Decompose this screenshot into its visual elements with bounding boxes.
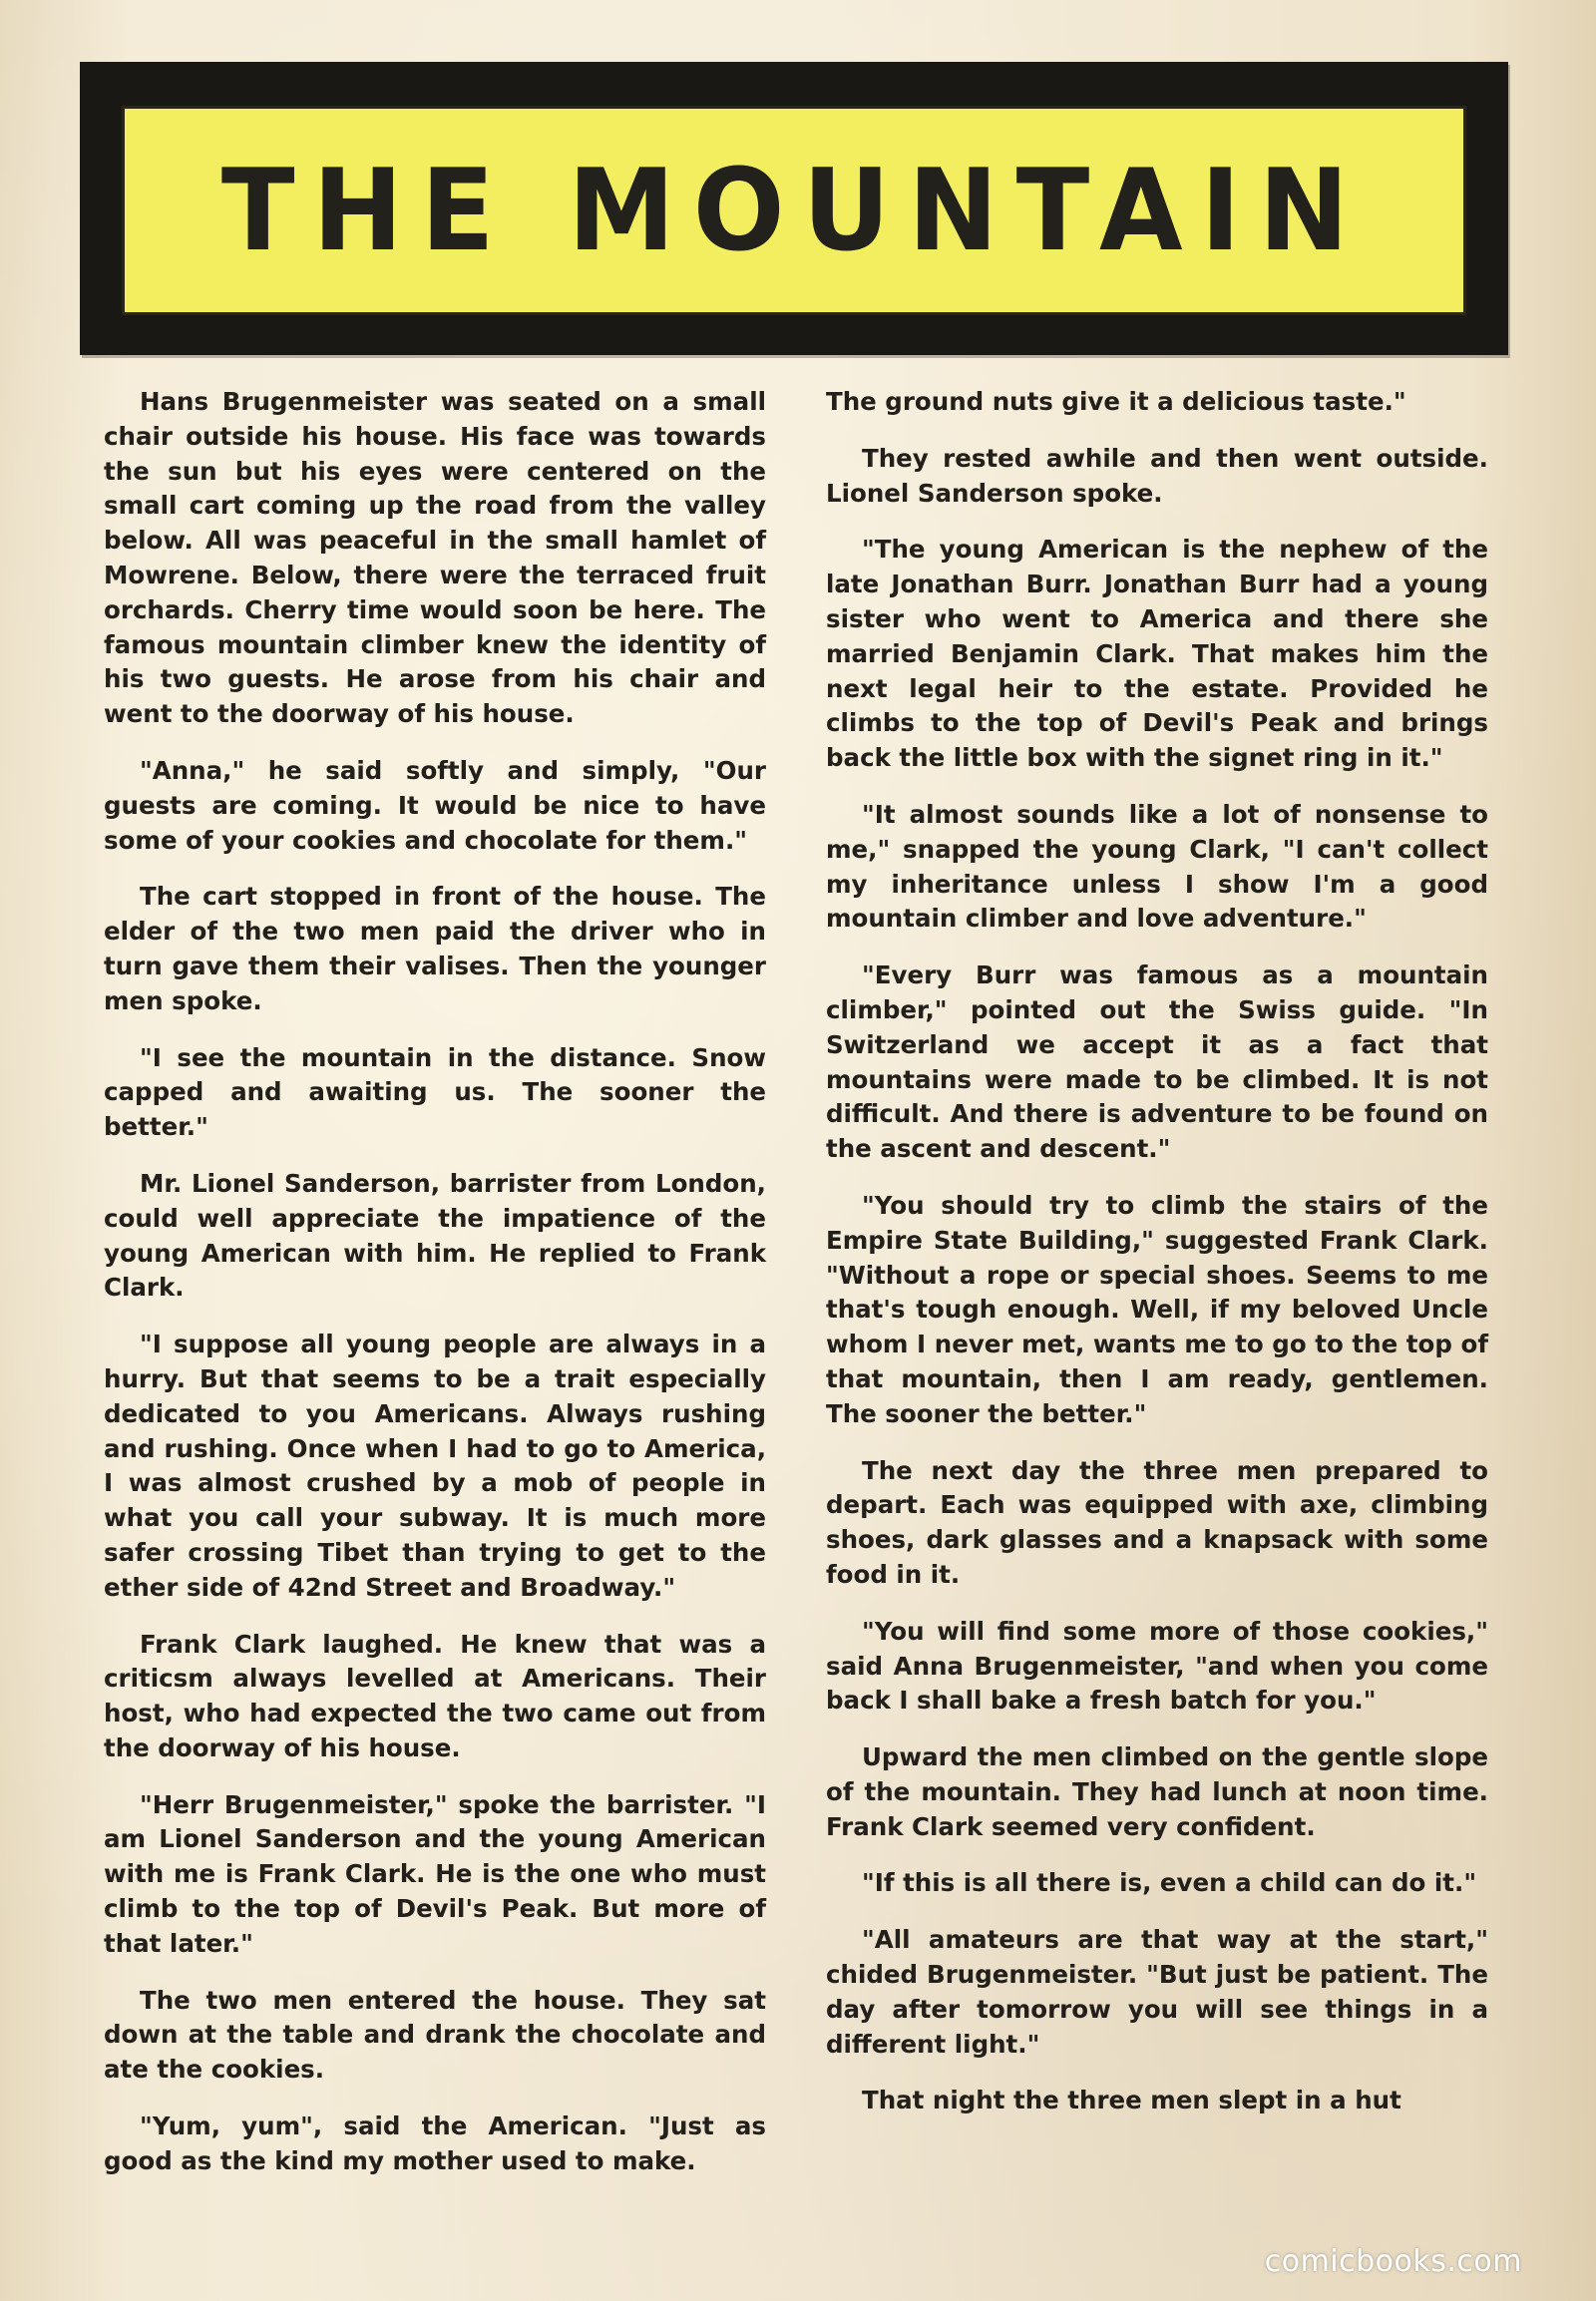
- paragraph: "Every Burr was famous as a mountain climber," pointed out the Swiss guide. "In Switzerland we accept it as a fact that mountains were made to be climbed. It is not difficult. And there is adventure to be found on the ascent and descent.": [826, 960, 1488, 1164]
- paragraph: "You should try to climb the stairs of the Empire State Building," suggested Frank Clark. "Without a rope or special shoes. Seems to me that's tough enough. Well, if my beloved Uncle whom I never met, wants me to go to the top of that mountain, then I am ready, gentlemen. The sooner the better.": [826, 1190, 1488, 1428]
- paragraph: Upward the men climbed on the gentle slope of the mountain. They had lunch at noon time. Frank Clark seemed very confident.: [826, 1742, 1488, 1841]
- paragraph: The two men entered the house. They sat down at the table and drank the chocolate and ate the cookies.: [104, 1985, 766, 2085]
- paragraph: Frank Clark laughed. He knew that was a criticsm always levelled at Americans. Their host, who had expected the two came out from the doorway of his house.: [104, 1629, 766, 1762]
- story-title: THE MOUNTAIN: [220, 145, 1368, 276]
- paragraph: "Yum, yum", said the American. "Just as good as the kind my mother used to make.: [104, 2111, 766, 2175]
- paragraph: "It almost sounds like a lot of nonsense to me," snapped the young Clark, "I can't collect my inheritance unless I show I'm a good mountain climber and love adventure.": [826, 799, 1488, 934]
- paragraph: The next day the three men prepared to depart. Each was equipped with axe, climbing shoes, dark glasses and a knapsack with some food in it.: [826, 1455, 1488, 1589]
- paragraph: "You will find some more of those cookies," said Anna Brugenmeister, "and when you come back I shall bake a fresh batch for you.": [826, 1616, 1488, 1716]
- right-text-column: [826, 385, 1488, 2140]
- paragraph: "Anna," he said softly and simply, "Our guests are coming. It would be nice to have some of your cookies and chocolate for them.": [104, 755, 766, 855]
- paragraph: The cart stopped in front of the house. The elder of the two men paid the driver who in turn gave them their valises. Then the younger men spoke.: [104, 882, 766, 1015]
- paragraph: "Herr Brugenmeister," spoke the barrister. "I am Lionel Sanderson and the young American with me is Frank Clark. He is the one who must climb to the top of Devil's Peak. But more of that later.": [104, 1789, 766, 1958]
- paragraph: "The young American is the nephew of the late Jonathan Burr. Jonathan Burr had a young sister who went to America and there she married Benjamin Clark. That makes him the next legal heir to the estate. Provided he climbs to the top of Devil's Peak and brings back the little box with the signet ring in it.": [826, 535, 1488, 773]
- paragraph: Mr. Lionel Sanderson, barrister from London, could well appreciate the impatience of the young American with him. He replied to Frank Clark.: [104, 1168, 766, 1303]
- paragraph: That night the three men slept in a hut: [862, 2086, 1401, 2115]
- title-panel: [122, 106, 1466, 315]
- paragraph: "If this is all there is, even a child can do it.": [862, 1868, 1477, 1898]
- paragraph: "I see the mountain in the distance. Snow capped and awaiting us. The sooner the better.": [104, 1042, 766, 1142]
- left-text-column: [104, 385, 766, 2201]
- watermark: comicbooks.com: [1264, 2244, 1522, 2279]
- paragraph: "I suppose all young people are always in a hurry. But that seems to be a trait especially dedicated to you Americans. Always rushing and rushing. Once when I had to go to America, I was almost crushed by a mob of people in what you call your subway. It is much more safer crossing Tibet than trying to get to the ether side of 42nd Street and Broadway.": [104, 1330, 766, 1602]
- paragraph: Hans Brugenmeister was seated on a small chair outside his house. His face was towards the sun but his eyes were centered on the small cart coming up the road from the valley below. All was peaceful in the small hamlet of Mowrene. Below, there were the terraced fruit orchards. Cherry time would soon be here. The famous mountain climber knew the identity of his two guests. He arose from his chair and went to the doorway of his house.: [104, 387, 766, 729]
- title-banner: [80, 62, 1508, 355]
- paragraph: They rested awhile and then went outside. Lionel Sanderson spoke.: [826, 443, 1488, 508]
- paragraph: "All amateurs are that way at the start," chided Brugenmeister. "But just be patient. The day after tomorrow you will see things in a different light.": [826, 1925, 1488, 2059]
- paragraph-continuation: The ground nuts give it a delicious taste.": [826, 387, 1406, 416]
